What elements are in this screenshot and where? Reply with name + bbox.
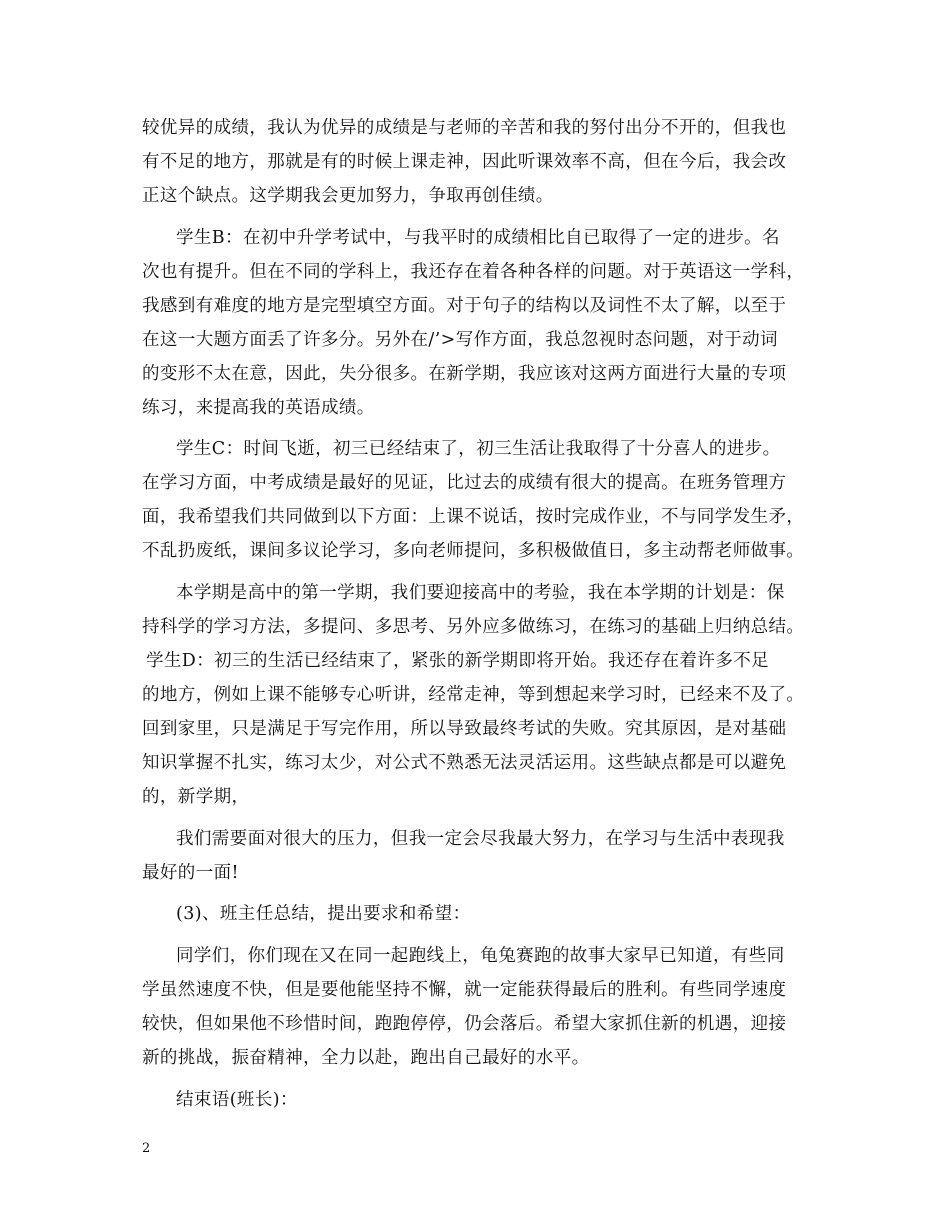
text-line: 我感到有难度的地方是完型填空方面。对于句子的结构以及词性不太了解，以至于 [142,296,787,316]
text-line: 不乱扔废纸，课间多议论学习，多向老师提问，多积极做值日，多主动帮老师做事。 [142,541,805,561]
text-line: 有不足的地方，那就是有的时候上课走神，因此听课效率不高，但在今后，我会改 [142,152,787,172]
text-line: 学生D：初三的生活已经结束了，紧张的新学期即将开始。我还存在着许多不足 [146,651,770,671]
text-line: 在学习方面，中考成绩是最好的见证，比过去的成绩有很大的提高。在班务管理方 [142,473,787,493]
text-line: 知识掌握不扎实，练习太少，对公式不熟悉无法灵活运用。这些缺点都是可以避免 [142,753,787,773]
text-line: (3)、班主任总结，提出要求和希望： [176,904,471,924]
text-line: 持科学的学习方法，多提问、多思考、另外应多做练习，在练习的基础上归纳总结。 [142,617,805,637]
text-line: 学虽然速度不快，但是要他能坚持不懈，就一定能获得最后的胜利。有些同学速度 [142,980,787,1000]
text-line: 本学期是高中的第一学期，我们要迎接高中的考验，我在本学期的计划是：保 [176,583,785,603]
text-line: 结束语(班长)： [176,1090,298,1110]
text-line: 新的挑战，振奋精神，全力以赴，跑出自己最好的水平。 [142,1048,590,1068]
text-line: 的变形不太在意，因此，失分很多。在新学期，我应该对这两方面进行大量的专项 [142,364,787,384]
text-line: 同学们，你们现在又在同一起跑线上，龟兔赛跑的故事大家早已知道，有些同 [176,946,785,966]
text-line: 在这一大题方面丢了许多分。另外在/’>写作方面，我总忽视时态问题，对于动词 [142,330,778,350]
text-line: 我们需要面对很大的压力，但我一定会尽我最大努力，在学习与生活中表现我 [176,829,785,849]
text-line: 的，新学期， [142,787,250,807]
text-line: 面，我希望我们共同做到以下方面：上课不说话，按时完成作业，不与同学发生矛， [142,507,805,527]
text-line: 最好的一面! [142,863,239,883]
text-line: 正这个缺点。这学期我会更加努力，争取再创佳绩。 [142,186,554,206]
text-line: 学生C：时间飞逝，初三已经结束了，初三生活让我取得了十分喜人的进步。 [176,439,781,459]
text-line: 练习，来提高我的英语成绩。 [142,398,375,418]
text-line: 的地方，例如上课不能够专心听讲，经常走神，等到想起来学习时，已经来不及了。 [142,685,805,705]
text-line: 学生B：在初中升学考试中，与我平时的成绩相比自已取得了一定的进步。名 [176,228,780,248]
text-line: 较快，但如果他不珍惜时间，跑跑停停，仍会落后。希望大家抓住新的机遇，迎接 [142,1014,787,1034]
text-line: 较优异的成绩，我认为优异的成绩是与老师的辛苦和我的努付出分不开的，但我也 [142,118,787,138]
text-line: 次也有提升。但在不同的学科上，我还存在着各种各样的问题。对于英语这一学科， [142,262,805,282]
page-number: 2 [142,1141,151,1156]
text-line: 回到家里，只是满足于写完作用，所以导致最终考试的失败。究其原因，是对基础 [142,719,787,739]
